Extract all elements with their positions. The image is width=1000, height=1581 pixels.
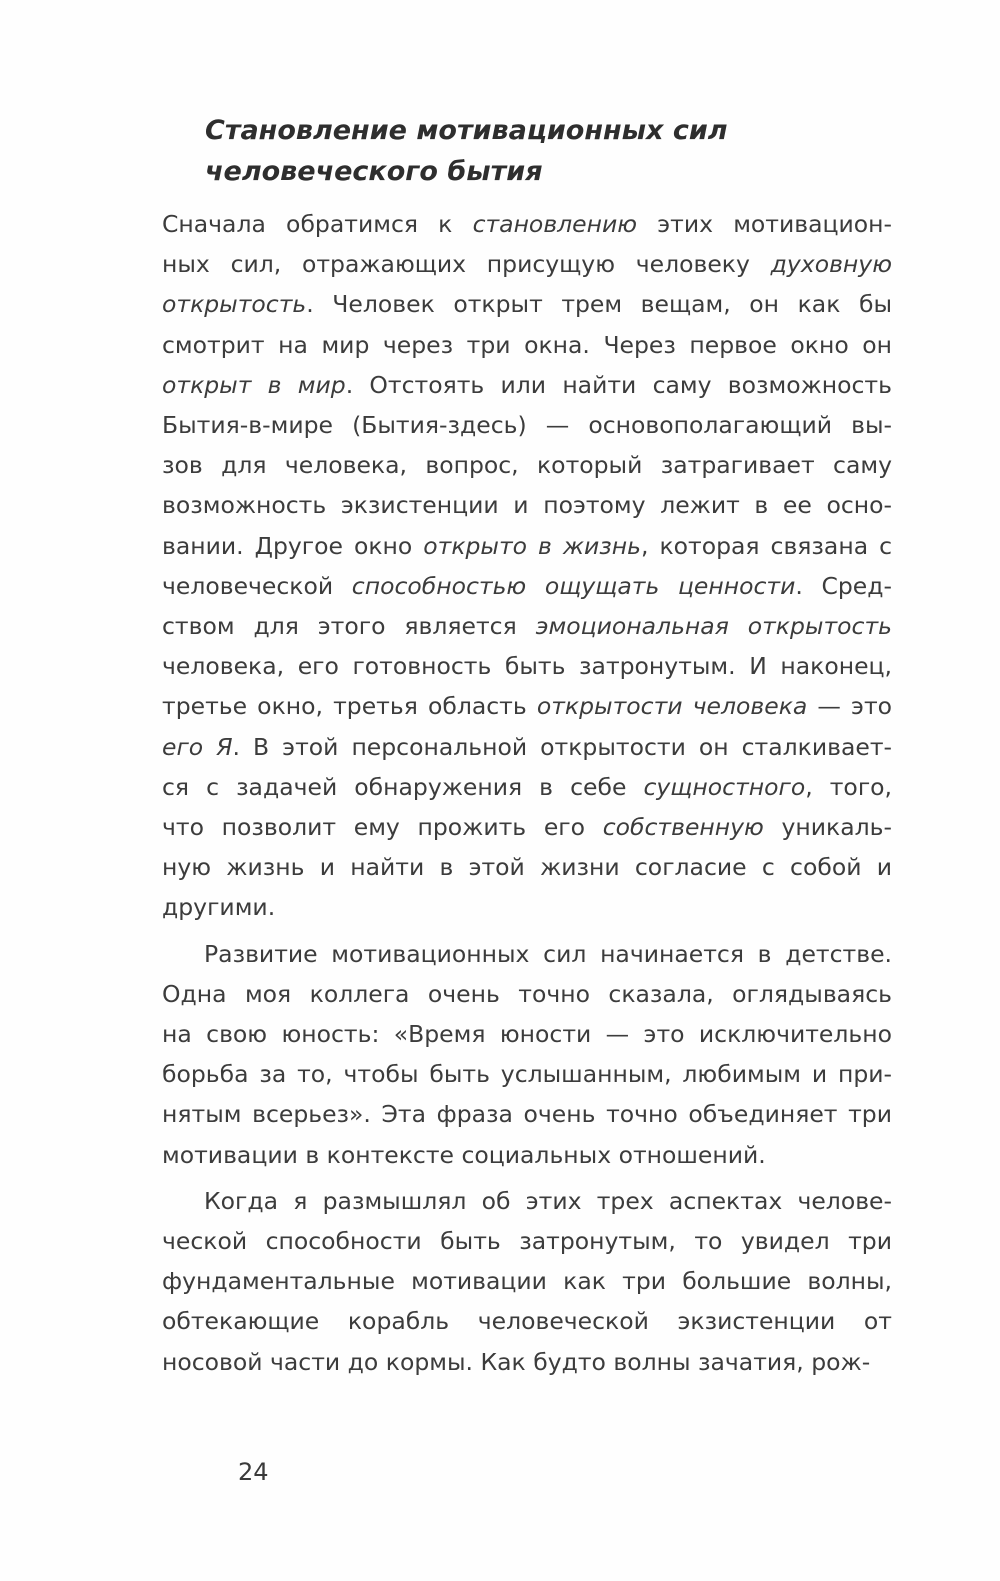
italic-segment: становлению [472,210,638,238]
text-segment: что позволит ему прожить его [162,813,603,842]
paragraph [162,934,892,1175]
text-line [162,1135,892,1175]
text-line [162,974,892,1014]
text-line [162,807,892,847]
text-line [162,445,892,485]
text-segment: возможность экзистенции и поэтому лежит в ее осно- [162,491,892,520]
page-number: 24 [238,1458,269,1486]
text-segment: человеческой [162,571,352,600]
italic-segment: духовную [770,250,892,279]
text-line [162,284,892,324]
italic-segment: собственную [602,813,764,842]
text-line [162,1301,892,1341]
text-line [162,325,892,365]
text-segment: , которая связана с [641,531,892,560]
text-segment: ных сил, отражающих присущую человеку [162,250,771,279]
text-segment: ную жизнь и найти в этой жизни согласие с собой и [162,853,892,882]
text-line [162,934,892,974]
text-segment: Развитие мотивационных сил начинается в детстве. [204,939,892,968]
text-line [162,365,892,405]
text-segment: человека, его готовность быть затронутым. И наконец, [162,652,892,681]
italic-segment: сущностного [643,772,806,801]
text-line [162,646,892,686]
text-line [162,686,892,726]
text-line [162,1054,892,1094]
text-segment: . В этой персональной открытости он сталкивает- [232,732,893,761]
italic-segment: эмоциональная открытость [535,612,892,641]
text-line [162,405,892,445]
paragraph [162,204,892,928]
body-text [162,204,892,1388]
text-line [162,485,892,525]
text-line [162,526,892,566]
text-segment: носовой части до кормы. Как будто волны зачатия, рож- [162,1347,871,1376]
italic-segment: открытости человека [536,692,808,721]
text-line [162,887,892,927]
text-segment: Бытия-в-мире (Бытия-здесь) — основополагающий вы- [162,411,892,440]
heading-line: человеческого бытия [205,156,543,187]
text-line [162,1094,892,1134]
text-line [162,606,892,646]
text-line [162,566,892,606]
text-line [162,1261,892,1301]
text-segment: уникаль- [763,813,892,842]
text-segment: мотивации в контексте социальных отношений. [162,1140,766,1169]
text-segment: обтекающие корабль человеческой экзистенции от [162,1307,892,1336]
italic-segment: открытость [162,290,307,319]
text-line [162,1181,892,1221]
text-line [162,244,892,284]
text-segment: Когда я размышлял об этих трех аспектах челове- [204,1186,892,1215]
text-segment: на свою юность: «Время юности — это исключительно [162,1020,892,1049]
text-segment: борьба за то, чтобы быть услышанным, любимым и при- [162,1060,892,1089]
text-segment: вании. Другое окно [162,531,424,560]
text-segment: . Сред- [795,571,892,600]
text-line [162,847,892,887]
text-line [162,1342,892,1382]
italic-segment: его Я [162,732,233,761]
text-segment: . Человек открыт трем вещам, он как бы [306,290,892,319]
text-segment: смотрит на мир через три окна. Через первое окно он [162,330,892,359]
heading-line: Становление мотивационных сил [205,115,728,146]
text-line [162,1014,892,1054]
italic-segment: открыто в жизнь [423,531,642,560]
section-heading [205,110,845,192]
paragraph [162,1181,892,1382]
text-line [162,204,892,244]
text-segment: ством для этого является [162,612,536,641]
text-segment: — это [807,692,893,721]
text-segment: другими. [162,893,276,922]
text-line [162,727,892,767]
text-segment: . Отстоять или найти саму возможность [345,370,892,399]
text-segment: нятым всерьез». Эта фраза очень точно объединяет три [162,1100,892,1129]
text-segment: третье окно, третья область [162,692,537,721]
text-segment: зов для человека, вопрос, который затрагивает саму [162,451,892,480]
text-segment: ся с задачей обнаружения в себе [162,772,644,801]
text-segment: , того, [805,772,893,801]
text-segment: Одна моя коллега очень точно сказала, оглядываясь [162,979,892,1008]
text-line [162,767,892,807]
italic-segment: способностью ощущать ценности [351,571,796,600]
text-segment: ческой способности быть затронутым, то увидел три [162,1227,892,1256]
italic-segment: открыт в мир [162,370,346,399]
text-segment: Сначала обратимся к [162,210,473,238]
text-line [162,1221,892,1261]
text-segment: фундаментальные мотивации как три большие волны, [162,1267,892,1296]
text-segment: этих мотивацион- [637,210,893,238]
